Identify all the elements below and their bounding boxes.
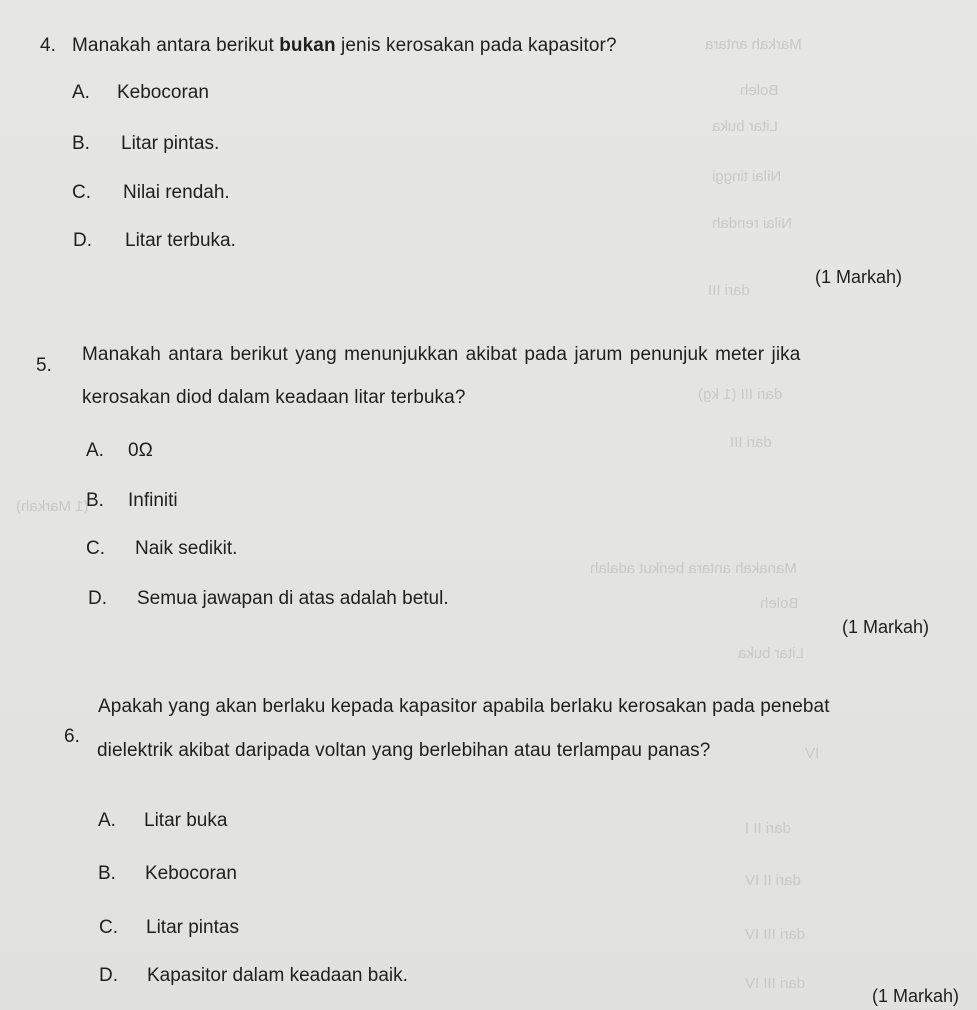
question-5-text-line1: Manakah antara berikut yang menunjukkan akibat pada jarum penunjuk meter jika: [82, 344, 801, 365]
bleed-through-text: Markah antara: [705, 36, 802, 53]
bleed-through-text: dari III IV: [745, 975, 806, 992]
question-4-option-c-text: Nilai rendah.: [123, 182, 230, 203]
question-4-option-b-letter: B.: [72, 133, 90, 154]
question-6-number: 6.: [64, 726, 81, 747]
question-6-option-d-letter: D.: [99, 965, 118, 986]
bleed-through-text: Nilai tinggi: [712, 168, 782, 185]
question-6-option-a-letter: A.: [98, 810, 116, 831]
bleed-through-text: dari III: [708, 282, 750, 299]
question-6-text-line2: dielektrik akibat daripada voltan yang berlebihan atau terlampau panas?: [97, 740, 711, 761]
question-6-option-c-text: Litar pintas: [146, 917, 239, 938]
question-5-option-b-text: Infiniti: [128, 490, 178, 511]
question-4-option-a-text: Kebocoran: [117, 82, 209, 103]
bleed-through-text: Manakah antara berikut adalah: [590, 560, 797, 577]
question-4-bold-word: bukan: [279, 35, 336, 56]
question-5-marks: (1 Markah): [842, 617, 930, 637]
question-5-option-a-text: 0Ω: [128, 440, 153, 461]
bleed-through-text: dari III: [730, 434, 772, 451]
question-4-marks: (1 Markah): [815, 267, 903, 287]
question-4-option-c-letter: C.: [72, 182, 91, 203]
question-6-marks: (1 Markah): [872, 986, 960, 1006]
question-4-text-part2: jenis kerosakan pada kapasitor?: [335, 35, 617, 56]
bleed-through-text: IV: [805, 745, 820, 762]
question-4-text-part1: Manakah antara berikut: [72, 35, 280, 56]
bleed-through-text: dari II I: [745, 820, 791, 837]
question-4-option-d-letter: D.: [73, 230, 92, 251]
bleed-through-text: Boleh: [740, 82, 779, 99]
question-4-option-a-letter: A.: [72, 82, 90, 103]
question-6-option-d-text: Kapasitor dalam keadaan baik.: [147, 965, 408, 986]
question-5-number: 5.: [36, 355, 53, 376]
question-6-text-line1: Apakah yang akan berlaku kepada kapasitor apabila berlaku kerosakan pada penebat: [98, 696, 830, 717]
question-5-option-d-text: Semua jawapan di atas adalah betul.: [137, 588, 449, 609]
question-4-option-d-text: Litar terbuka.: [125, 230, 236, 251]
question-4-option-b-text: Litar pintas.: [121, 133, 220, 154]
question-5-option-b-letter: B.: [86, 490, 104, 511]
question-5-text-line2: kerosakan diod dalam keadaan litar terbuka?: [82, 387, 466, 408]
question-4-text: [72, 35, 617, 57]
question-6-option-c-letter: C.: [99, 917, 118, 938]
bleed-through-text: Litar buka: [738, 645, 804, 662]
bleed-through-text: Boleh: [760, 595, 799, 612]
question-6-option-b-text: Kebocoran: [145, 863, 237, 884]
question-5-option-d-letter: D.: [88, 588, 107, 609]
question-6-option-b-letter: B.: [98, 863, 116, 884]
question-5-option-a-letter: A.: [86, 440, 104, 461]
bleed-through-text: dari III (1 kg): [698, 386, 783, 403]
bleed-through-text: (1 Markah): [16, 498, 89, 515]
question-6-option-a-text: Litar buka: [144, 810, 228, 831]
bleed-through-text: dari II IV: [745, 872, 801, 889]
question-5-option-c-text: Naik sedikit.: [135, 538, 238, 559]
bleed-through-text: Litar buka: [712, 118, 778, 135]
question-4-number: 4.: [40, 35, 57, 56]
bleed-through-text: Nilai rendah: [712, 215, 793, 232]
question-5-option-c-letter: C.: [86, 538, 105, 559]
bleed-through-text: dari III IV: [745, 926, 806, 943]
